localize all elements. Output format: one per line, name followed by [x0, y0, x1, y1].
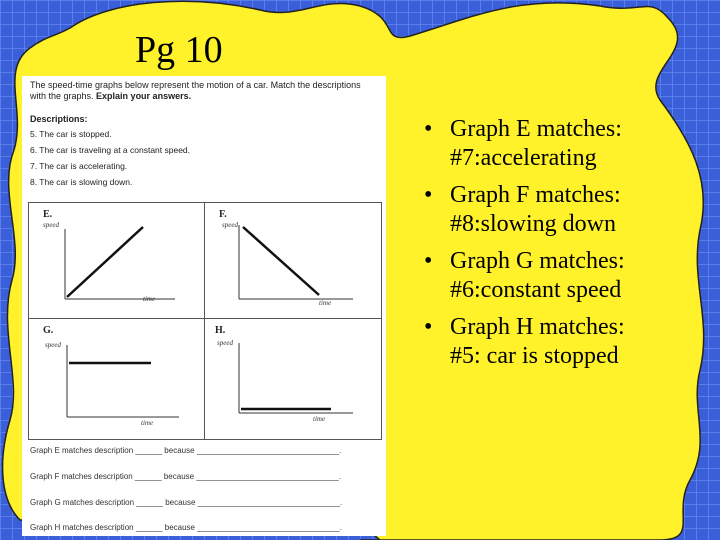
graph-g-ylabel: speed	[45, 341, 61, 349]
graph-f-xlabel: time	[319, 299, 332, 307]
answer-line-1: Graph G matches:	[450, 248, 625, 274]
graph-h-xlabel: time	[313, 415, 326, 423]
graph-e-xlabel: time	[143, 295, 156, 303]
description-item: 6. The car is traveling at a constant speed.	[30, 145, 191, 155]
worksheet-image	[22, 76, 386, 536]
bullet-icon: •	[424, 248, 433, 274]
description-item: 5. The car is stopped.	[30, 129, 112, 139]
answer-line-1: Graph F matches:	[450, 182, 621, 208]
graph-g-label: G.	[43, 325, 54, 336]
page-title: Pg 10	[135, 29, 223, 71]
answer-list	[420, 115, 710, 379]
description-item: 8. The car is slowing down.	[30, 177, 133, 187]
bullet-icon: •	[424, 314, 433, 340]
bullet-icon: •	[424, 116, 433, 142]
graph-h-plot	[205, 319, 381, 439]
graph-f-line	[243, 227, 319, 295]
answer-line-1: Graph H matches:	[450, 314, 625, 340]
match-line: Graph F matches description ______ because ________________________________.	[30, 472, 341, 481]
answer-item	[420, 181, 710, 239]
answer-item	[420, 115, 710, 173]
graph-f-ylabel: speed	[222, 221, 238, 229]
answer-item	[420, 313, 710, 371]
graph-f-plot	[205, 203, 381, 319]
answer-line-2: #8:slowing down	[450, 211, 617, 237]
answer-line-2: #6:constant speed	[450, 277, 622, 303]
graph-g-plot	[29, 319, 205, 439]
graph-h-ylabel: speed	[217, 339, 233, 347]
graph-e-label: E.	[43, 209, 53, 220]
graph-f-label: F.	[219, 209, 227, 220]
graph-h-label: H.	[215, 325, 226, 336]
answer-line-1: Graph E matches:	[450, 116, 622, 142]
match-line: Graph E matches description ______ because ________________________________.	[30, 446, 342, 455]
graphs-grid	[28, 202, 382, 440]
graph-e-ylabel: speed	[43, 221, 59, 229]
bullet-icon: •	[424, 182, 433, 208]
intro-line-2a: with the graphs.	[30, 91, 97, 101]
worksheet-intro	[30, 80, 380, 102]
description-item: 7. The car is accelerating.	[30, 161, 128, 171]
answer-line-2: #5: car is stopped	[450, 343, 619, 369]
intro-line-2b: Explain your answers.	[96, 91, 192, 101]
answer-item	[420, 247, 710, 305]
match-line: Graph G matches description ______ because ________________________________.	[30, 498, 343, 507]
graph-g-xlabel: time	[141, 419, 154, 427]
graph-e-line	[67, 227, 143, 297]
graph-e-plot	[29, 203, 205, 319]
match-line: Graph H matches description ______ because ________________________________.	[30, 523, 342, 532]
intro-line-1: The speed-time graphs below represent the motion of a car. Match the descriptions	[30, 80, 361, 90]
answer-line-2: #7:accelerating	[450, 145, 597, 171]
descriptions-heading: Descriptions:	[30, 114, 88, 124]
